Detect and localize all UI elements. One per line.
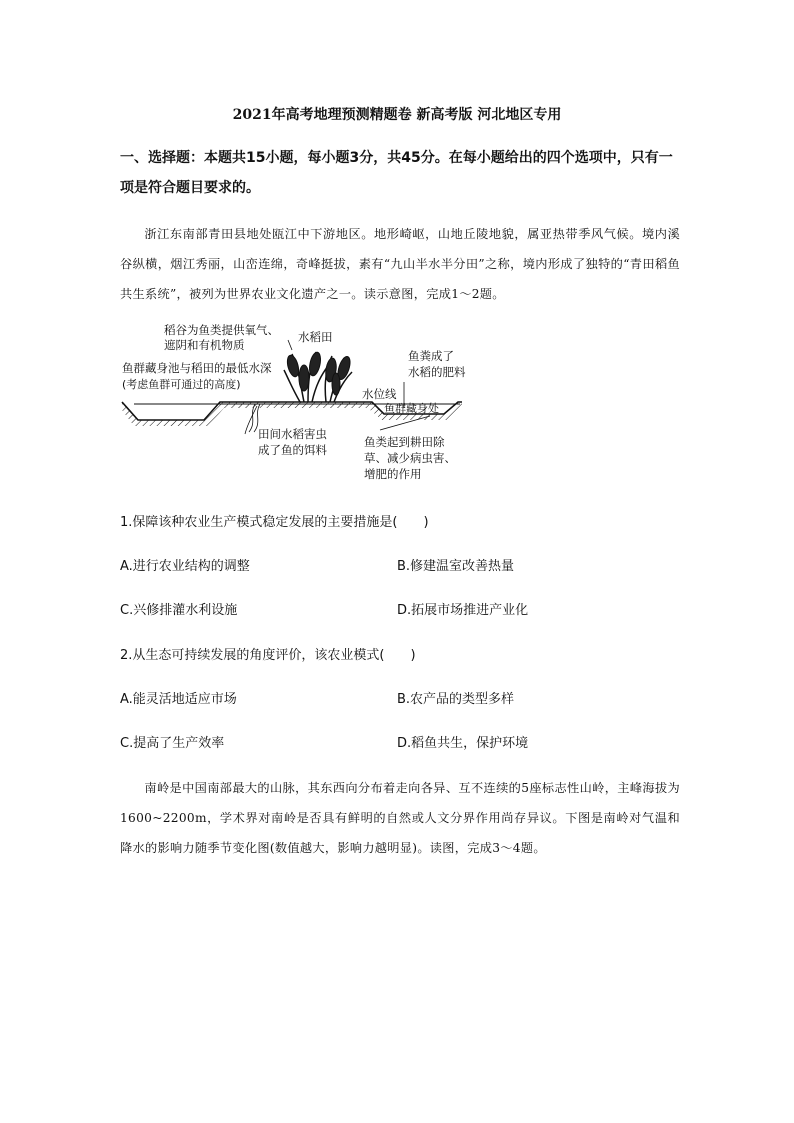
rice-fish-diagram xyxy=(112,322,472,492)
question-1-option-d[interactable]: D.拓展市场推进产业化 xyxy=(397,603,529,618)
question-2-stem: 2.从生态可持续发展的角度评价，该农业模式( ) xyxy=(120,648,416,663)
passage-1: 浙江东南部青田县地处瓯江中下游地区。地形崎岖，山地丘陵地貌，属亚热带季风气候。境内溪谷纵横，烟江秀丽，山峦连绵，奇峰挺拔，素有“九山半水半分田”之称，境内形成了独特的“青田稻鱼共生系统”，被列为世界农业文化遗产之一。读示意图，完成1～2题。 xyxy=(120,227,680,301)
label-depth-2: (考虑鱼群可通过的高度) xyxy=(122,378,241,391)
question-1-option-c[interactable]: C.兴修排灌水利设施 xyxy=(120,603,238,618)
question-1-option-b[interactable]: B.修建温室改善热量 xyxy=(397,559,515,574)
page-title: 2021年高考地理预测精题卷 新高考版 河北地区专用 xyxy=(232,107,562,123)
question-2-option-a[interactable]: A.能灵活地适应市场 xyxy=(120,692,237,707)
label-hideout: 鱼群藏身处 xyxy=(384,402,439,415)
rice-plant-icon xyxy=(284,351,352,402)
question-2-option-c[interactable]: C.提高了生产效率 xyxy=(120,736,225,751)
label-water-line: 水位线 xyxy=(362,387,397,401)
question-2-option-d[interactable]: D.稻鱼共生，保护环境 xyxy=(397,736,529,751)
question-1-stem: 1.保障该种农业生产模式稳定发展的主要措施是( ) xyxy=(120,515,429,530)
passage-2: 南岭是中国南部最大的山脉，其东西向分布着走向各异、互不连续的5座标志性山岭，主峰海拔为1600~2200m，学术界对南岭是否具有鲜明的自然或人文分界作用尚存异议。下图是南岭对气温和降水的影响力随季节变化图(数值越大，影响力越明显)。读图，完成3～4题。 xyxy=(120,781,680,855)
question-1-option-a[interactable]: A.进行农业结构的调整 xyxy=(120,559,250,574)
label-manure-2: 水稻的肥料 xyxy=(408,365,466,379)
label-fish-role-1: 鱼类起到耕田除 xyxy=(364,435,445,449)
label-pests-1: 田间水稻害虫 xyxy=(258,427,327,441)
label-fish-role-3: 增肥的作用 xyxy=(364,467,422,481)
label-rice-supply-1: 稻谷为鱼类提供氧气、 xyxy=(164,323,279,337)
label-paddy: 水稻田 xyxy=(298,330,333,344)
label-fish-role-2: 草、减少病虫害、 xyxy=(364,451,456,465)
label-rice-supply-2: 遮阴和有机物质 xyxy=(164,338,245,352)
label-manure-1: 鱼粪成了 xyxy=(408,349,454,363)
label-pests-2: 成了鱼的饵料 xyxy=(258,443,327,457)
question-2-option-b[interactable]: B.农产品的类型多样 xyxy=(397,692,515,707)
section-heading: 一、选择题：本题共15小题，每小题3分，共45分。在每小题给出的四个选项中，只有一项是符合题目要求的。 xyxy=(120,150,673,196)
label-depth-1: 鱼群藏身池与稻田的最低水深 xyxy=(122,361,272,375)
